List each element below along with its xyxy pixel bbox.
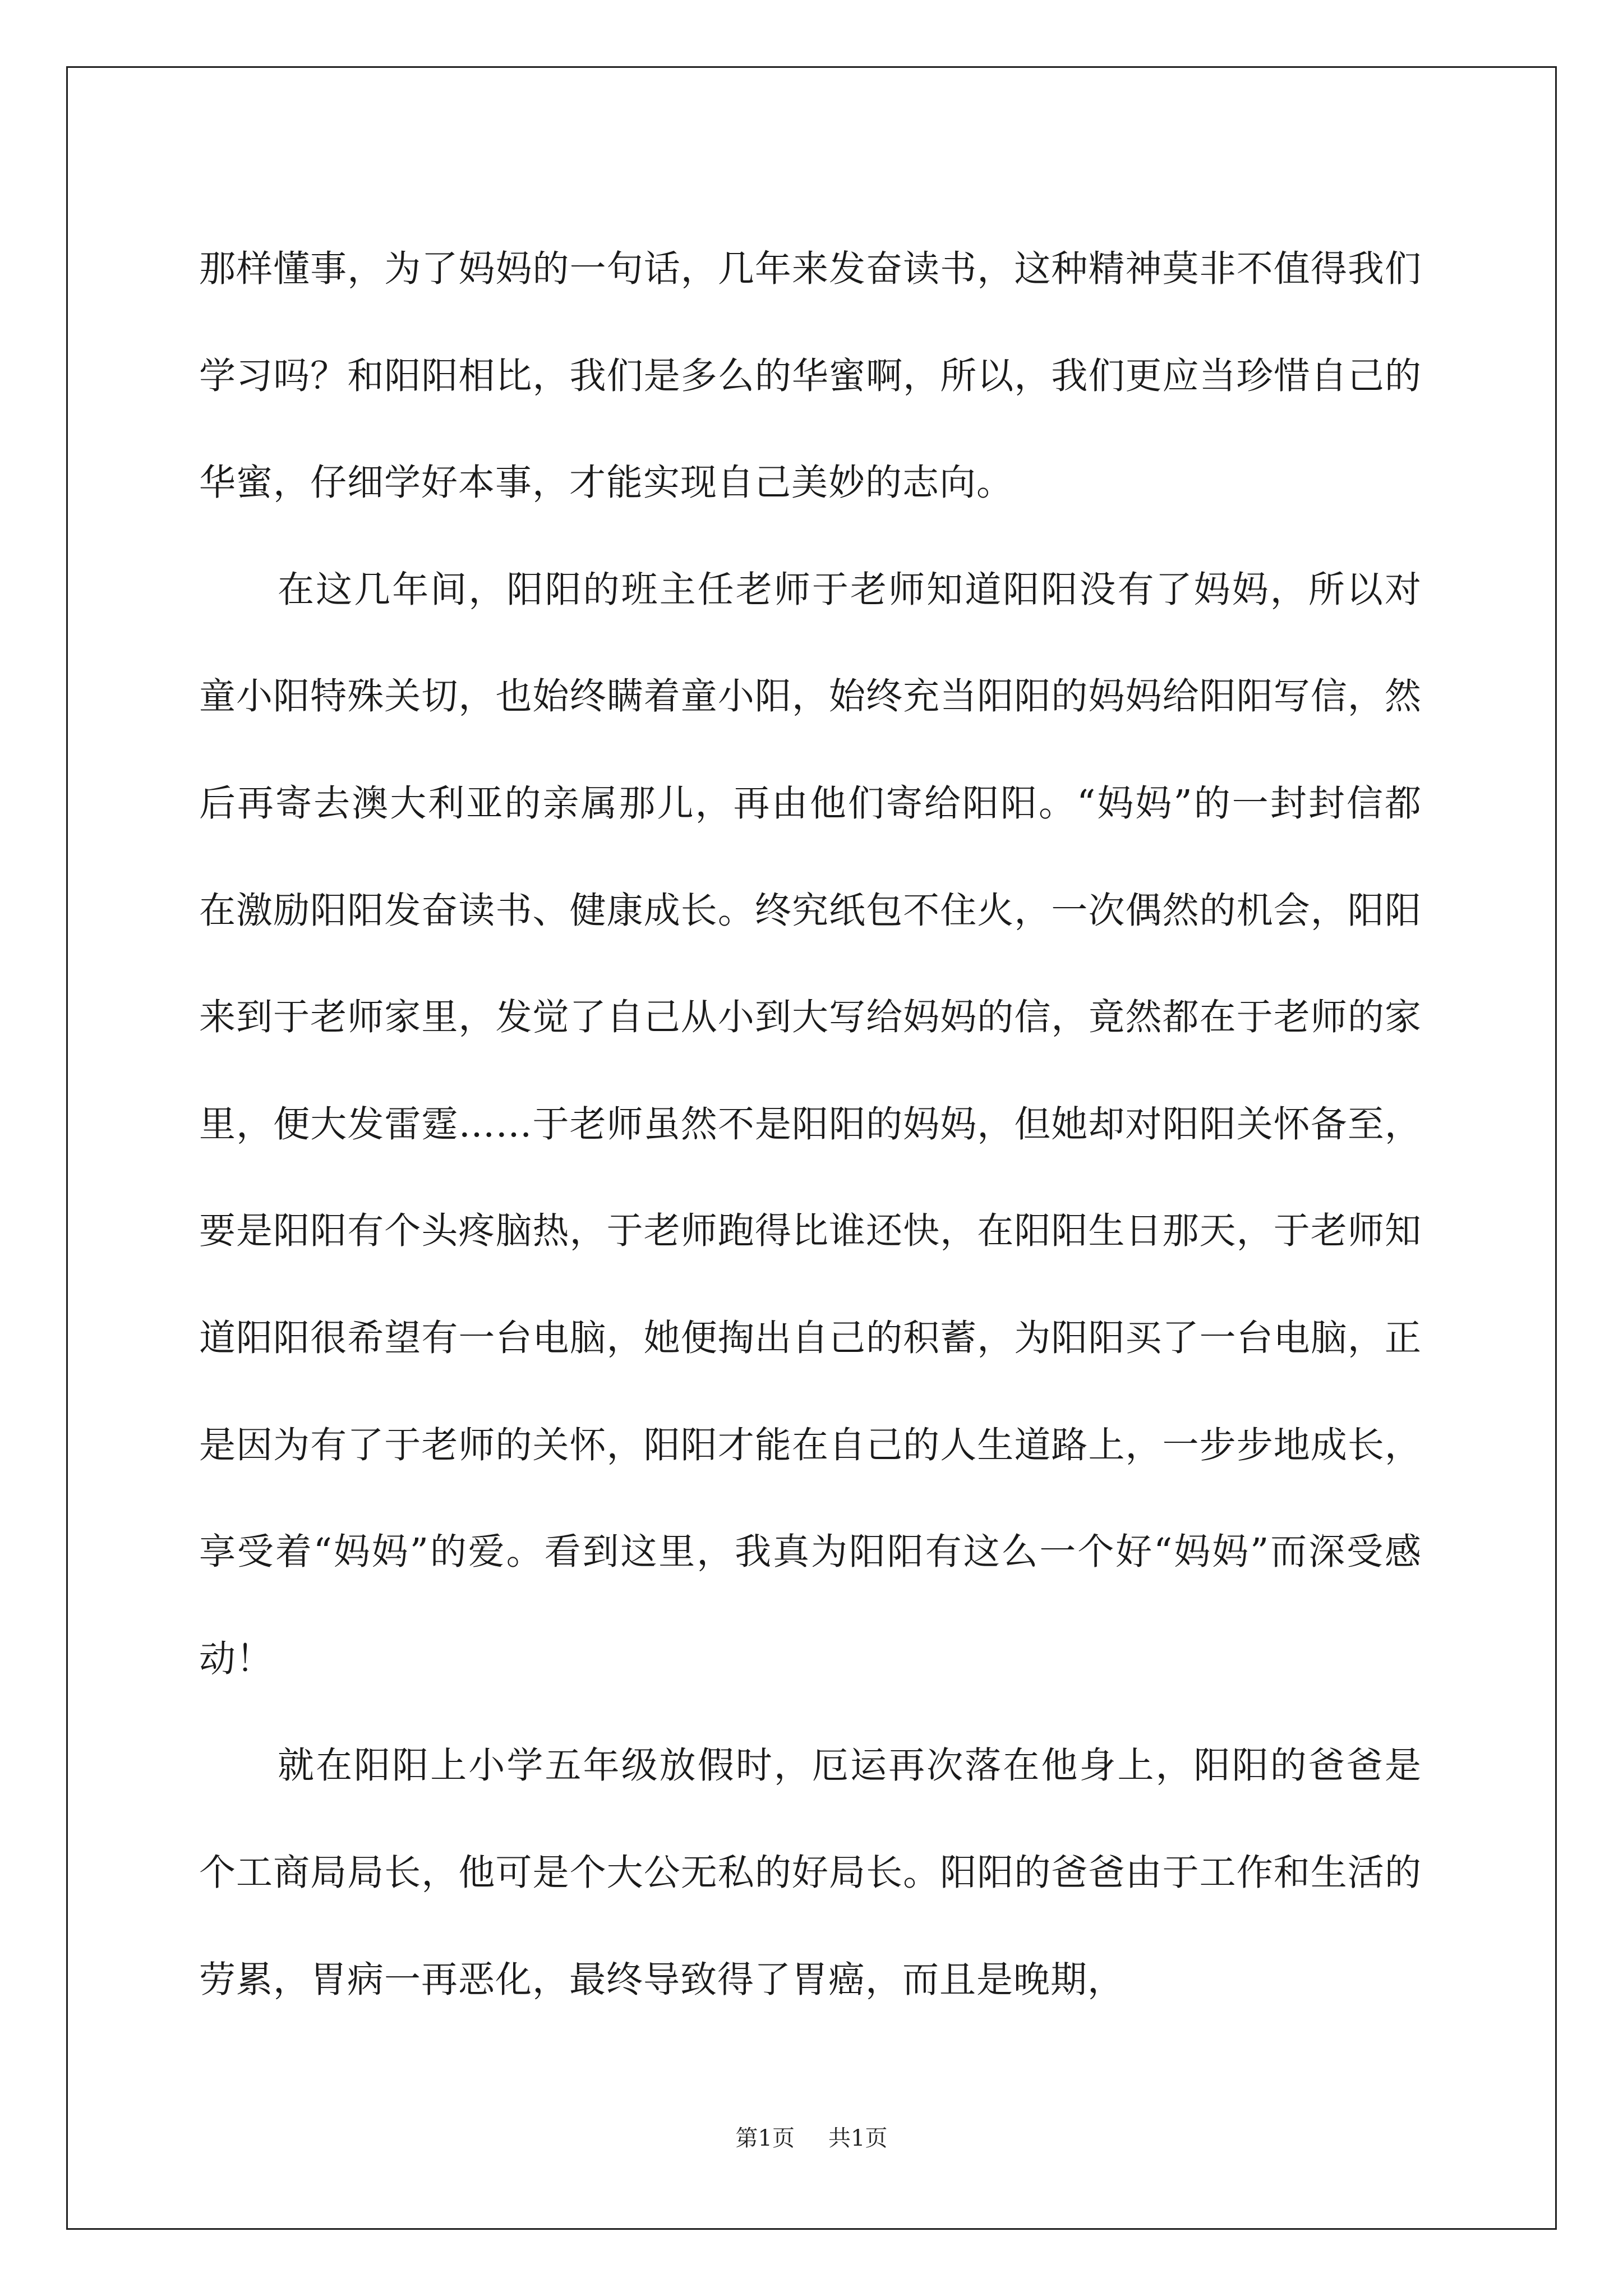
document-body <box>199 216 1422 2033</box>
paragraph: 在这几年间，阳阳的班主任老师于老师知道阳阳没有了妈妈，所以对童小阳特殊关切，也始终瞒着童小阳，始终充当阳阳的妈妈给阳阳写信，然后再寄去澳大利亚的亲属那儿，再由他们寄给阳阳。“妈妈”的一封封信都在激励阳阳发奋读书、健康成长。终究纸包不住火，一次偶然的机会，阳阳来到于老师家里，发觉了自己从小到大写给妈妈的信，竟然都在于老师的家里，便大发雷霆……于老师虽然不是阳阳的妈妈，但她却对阳阳关怀备至，要是阳阳有个头疼脑热，于老师跑得比谁还快，在阳阳生日那天，于老师知道阳阳很希望有一台电脑，她便掏出自己的积蓄，为阳阳买了一台电脑，正是因为有了于老师的关怀，阳阳才能在自己的人生道路上，一步步地成长，享受着“妈妈”的爱。看到这里，我真为阳阳有这么一个好“妈妈”而深受感动！ <box>199 568 1422 1680</box>
page-number-total: 共1页 <box>828 2125 888 2151</box>
page-number-current: 第1页 <box>735 2125 795 2151</box>
page-footer <box>0 2122 1623 2155</box>
paragraph: 就在阳阳上小学五年级放假时，厄运再次落在他身上，阳阳的爸爸是个工商局局长，他可是个大公无私的好局长。阳阳的爸爸由于工作和生活的劳累，胃病一再恶化，最终导致得了胃癌，而且是晚期， <box>199 1745 1422 2001</box>
paragraph: 那样懂事，为了妈妈的一句话，几年来发奋读书，这种精神莫非不值得我们学习吗？和阳阳相比，我们是多么的华蜜啊，所以，我们更应当珍惜自己的华蜜，仔细学好本事，才能实现自己美妙的志向。 <box>199 248 1422 504</box>
